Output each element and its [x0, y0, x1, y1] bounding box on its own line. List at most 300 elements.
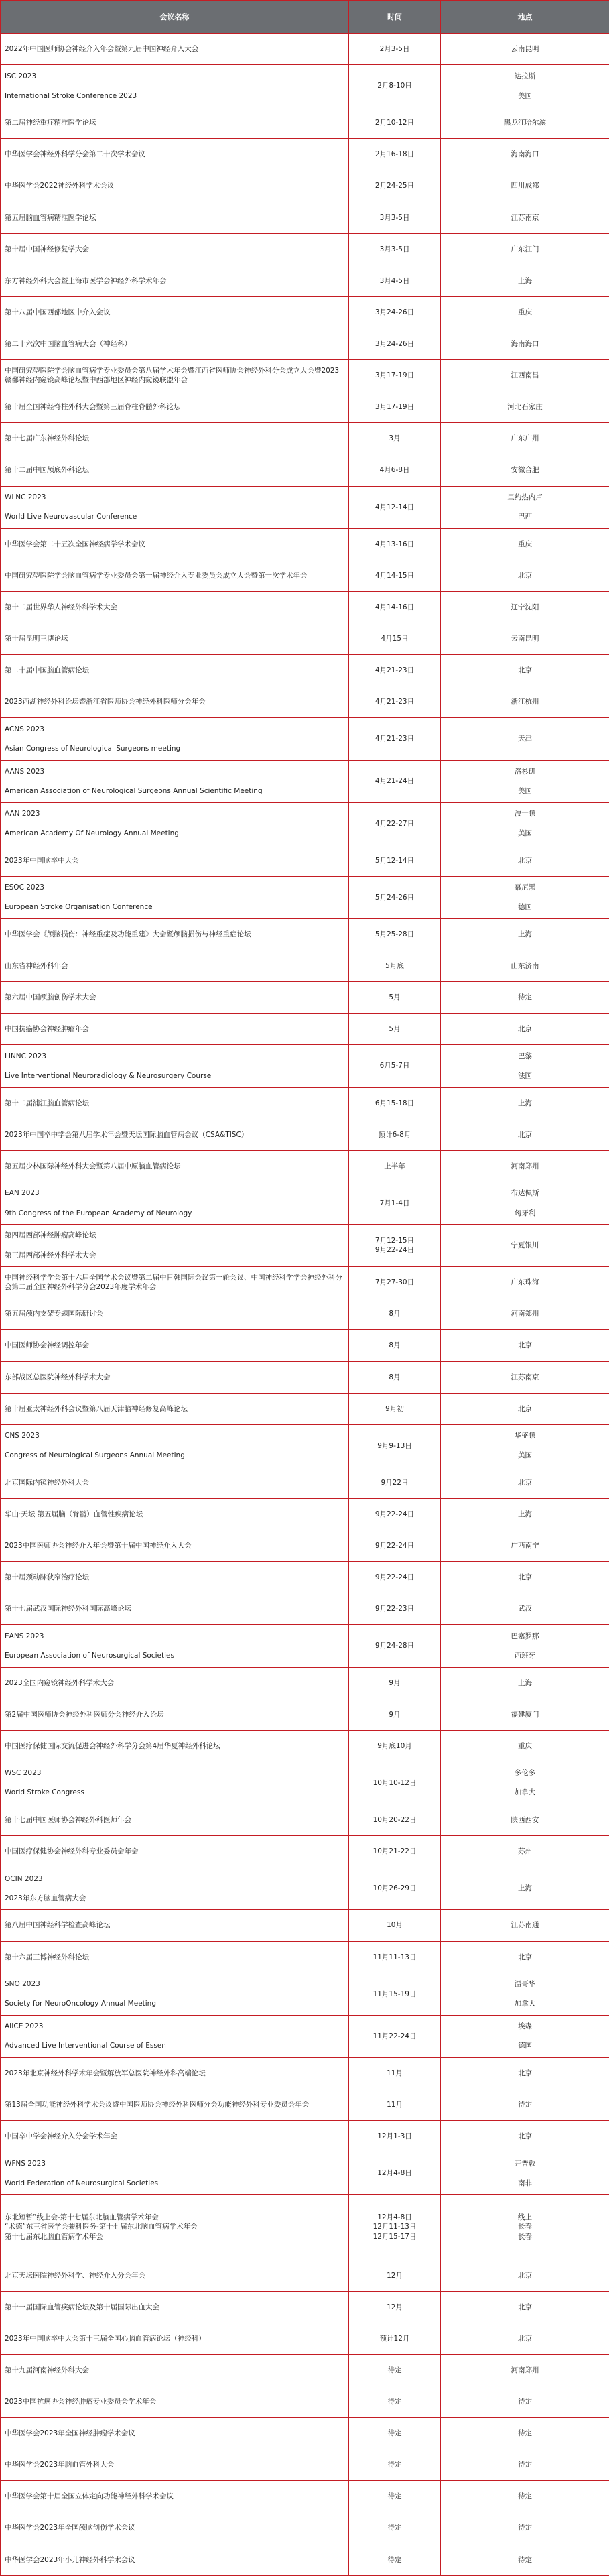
table-row	[1, 2323, 609, 2354]
conference-name-cell	[1, 2089, 349, 2121]
conference-location-text: 山东济南	[511, 962, 539, 971]
conference-name-cell	[1, 802, 349, 845]
conference-location-text: 美国	[518, 829, 532, 838]
conference-location-text: 重庆	[518, 308, 532, 316]
line-gap	[445, 1199, 605, 1209]
conference-location-text: 北京	[518, 1478, 532, 1487]
conference-name-cell	[1, 1267, 349, 1298]
conference-location-cell	[441, 2195, 609, 2260]
conference-time-text: 待定	[387, 2524, 402, 2532]
conference-location-text: 美国	[518, 1451, 532, 1460]
table-row	[1, 919, 609, 950]
conference-name-cell	[1, 1467, 349, 1498]
conference-name-text: 东部战区总医院神经外科学术大会	[5, 1373, 111, 1382]
conference-name-cell	[1, 486, 349, 528]
line-gap	[445, 502, 605, 512]
table-row	[1, 1467, 609, 1498]
conference-time-cell	[349, 876, 441, 918]
conference-location-text: 波士顿	[514, 810, 536, 818]
line-gap	[445, 1778, 605, 1788]
conference-location-text: 匈牙利	[514, 1209, 536, 1217]
line-gap	[5, 1884, 344, 1894]
conference-name-cell	[1, 1699, 349, 1730]
conference-time-cell	[349, 1225, 441, 1267]
conference-location-cell	[441, 1298, 609, 1330]
conference-location-text: 巴西	[518, 513, 532, 522]
conference-time-text: 预计6-8月	[378, 1130, 411, 1139]
conference-time-text: 12月15-17日	[373, 2232, 417, 2241]
conference-name-text: 第六届中国颅脑创伤学术大会	[5, 993, 96, 1002]
conference-location-cell	[441, 391, 609, 423]
conference-name-text: SNO 2023	[5, 1980, 40, 1989]
conference-time-text: 5月12-14日	[375, 856, 415, 865]
conference-location-text: 广东江门	[511, 245, 539, 253]
conference-location-text: 辽宁沈阳	[511, 603, 539, 611]
conference-time-cell	[349, 1625, 441, 1667]
conference-time-cell	[349, 233, 441, 265]
table-row	[1, 170, 609, 202]
table-row	[1, 1330, 609, 1361]
conference-time-cell	[349, 1804, 441, 1836]
conference-name-cell	[1, 2386, 349, 2418]
conference-name-text: Advanced Live Interventional Course of Essen	[5, 2042, 166, 2050]
conference-time-cell	[349, 1467, 441, 1498]
conference-name-cell	[1, 1014, 349, 1045]
conference-time-text: 8月	[389, 1310, 401, 1318]
table-row	[1, 107, 609, 139]
conference-time-cell	[349, 328, 441, 360]
conference-location-text: 上海	[518, 1510, 532, 1518]
conference-location-cell	[441, 1804, 609, 1836]
conference-name-text: OCIN 2023	[5, 1874, 43, 1883]
table-row	[1, 718, 609, 760]
table-row	[1, 1562, 609, 1593]
conference-name-cell	[1, 1393, 349, 1424]
conference-name-text: AIICE 2023	[5, 2022, 44, 2031]
conference-name-text: 第二十六次中国脑血管病大会（神经科）	[5, 339, 131, 348]
table-row	[1, 2057, 609, 2089]
conference-time-text: 7月27-30日	[375, 1278, 415, 1287]
conference-location-cell	[441, 2481, 609, 2512]
conference-name-cell	[1, 1762, 349, 1804]
conference-time-text: 9月22-24日	[375, 1542, 415, 1550]
conference-time-cell	[349, 528, 441, 560]
line-gap	[5, 892, 344, 902]
conference-time-text: 7月12-15日	[375, 1236, 415, 1245]
conference-name-text: European Association of Neurosurgical Societies	[5, 1652, 174, 1660]
conference-location-text: 武汉	[518, 1605, 532, 1613]
conference-location-text: 巴黎	[518, 1052, 532, 1060]
conference-location-text: 华盛顿	[514, 1432, 536, 1440]
conference-name-text: ESOC 2023	[5, 883, 44, 892]
conference-time-cell	[349, 2512, 441, 2544]
conference-name-text: World Stroke Congress	[5, 1788, 84, 1797]
conference-location-cell	[441, 919, 609, 950]
line-gap	[445, 818, 605, 829]
conference-location-cell	[441, 1424, 609, 1467]
conference-location-cell	[441, 423, 609, 454]
conference-name-cell	[1, 1530, 349, 1562]
conference-name-text: 第十一届国际血管疾病论坛及第十届国际出血大会	[5, 2303, 159, 2311]
conference-location-cell	[441, 1045, 609, 1087]
conference-name-cell	[1, 1973, 349, 2015]
conference-name-cell	[1, 1045, 349, 1087]
conference-name-text: 2023西湖神经外科论坛暨浙江省医师协会神经外科医师分会年会	[5, 698, 206, 707]
table-row	[1, 454, 609, 486]
conference-location-text: 重庆	[518, 1741, 532, 1750]
table-row	[1, 233, 609, 265]
conference-name-cell	[1, 2057, 349, 2089]
conference-location-text: 江苏南通	[511, 1921, 539, 1930]
conference-name-text: 中国研究型医院学会脑血管病学专业委员会第八届学术年会暨江西省医师协会神经外科分会成立大会暨2023赣鄱神经内窥镜高峰论坛暨中西部地区神经内窥镜联盟年会	[5, 367, 340, 385]
conference-time-cell	[349, 1562, 441, 1593]
conference-location-cell	[441, 1730, 609, 1762]
conference-name-text: 第十二届世界华人神经外科学术大会	[5, 603, 117, 611]
conference-name-cell	[1, 2152, 349, 2195]
conference-time-text: 12月11-13日	[373, 2223, 417, 2231]
table-row	[1, 2481, 609, 2512]
conference-name-text: 9th Congress of the European Academy of Neurology	[5, 1209, 192, 1217]
conference-name-cell	[1, 1562, 349, 1593]
conference-name-cell	[1, 2544, 349, 2575]
table-row	[1, 1941, 609, 1973]
table-row	[1, 982, 609, 1014]
conference-location-text: 慕尼黑	[514, 883, 536, 892]
conference-time-text: 9月底10月	[377, 1741, 412, 1750]
conference-time-text: 4月21-23日	[375, 698, 415, 707]
conference-time-text: 2月3-5日	[379, 44, 410, 53]
conference-time-text: 9月22日	[381, 1478, 409, 1487]
conference-time-cell	[349, 1699, 441, 1730]
conference-name-text: American Academy Of Neurology Annual Meeting	[5, 829, 179, 838]
conference-time-cell	[349, 1593, 441, 1625]
conference-time-text: 9月初	[385, 1404, 404, 1413]
header-row	[1, 1, 609, 34]
conference-time-cell	[349, 2121, 441, 2152]
conference-location-cell	[441, 2449, 609, 2481]
conference-location-text: 加拿大	[514, 1788, 536, 1797]
conference-name-cell	[1, 655, 349, 686]
table-row	[1, 2089, 609, 2121]
table-row	[1, 2354, 609, 2386]
conference-time-text: 9月	[389, 1710, 401, 1719]
conference-time-cell	[349, 760, 441, 802]
conference-time-text: 4月22-27日	[375, 819, 415, 828]
table-row	[1, 1593, 609, 1625]
table-row	[1, 655, 609, 686]
conference-time-cell	[349, 202, 441, 233]
conference-time-text: 12月4-8日	[377, 2213, 412, 2222]
conference-location-cell	[441, 1119, 609, 1150]
line-gap	[445, 1440, 605, 1451]
conference-time-cell	[349, 139, 441, 170]
table-row	[1, 1045, 609, 1087]
conference-time-cell	[349, 1014, 441, 1045]
conference-location-text: 河南郑州	[511, 2366, 539, 2374]
conference-name-cell	[1, 1804, 349, 1836]
conference-name-cell	[1, 1298, 349, 1330]
conference-time-cell	[349, 802, 441, 845]
line-gap	[5, 2031, 344, 2041]
conference-time-text: 9月22-24日	[375, 1246, 415, 1255]
table-row	[1, 328, 609, 360]
conference-name-text: American Association of Neurological Surgeons Annual Scientific Meeting	[5, 787, 263, 796]
conference-location-text: 待定	[518, 2101, 532, 2109]
conference-time-cell	[349, 265, 441, 296]
conference-location-text: 河北石家庄	[507, 403, 543, 412]
conference-time-text: 9月22-23日	[375, 1605, 415, 1613]
conference-location-cell	[441, 760, 609, 802]
conference-name-text: 第十九届河南神经外科大会	[5, 2366, 89, 2374]
table-row	[1, 139, 609, 170]
conference-time-cell	[349, 2057, 441, 2089]
conference-time-cell	[349, 2015, 441, 2057]
conference-location-text: 天津	[518, 735, 532, 743]
conference-time-text: 3月4-5日	[379, 276, 410, 285]
conference-location-text: 北京	[518, 2132, 532, 2141]
conference-time-text: 9月22-24日	[375, 1573, 415, 1582]
conference-name-text: EAN 2023	[5, 1189, 40, 1198]
conference-time-text: 上半年	[384, 1162, 405, 1170]
conference-location-cell	[441, 2544, 609, 2575]
conference-time-text: 4月13-16日	[375, 540, 415, 548]
conference-location-text: 上海	[518, 1678, 532, 1687]
conference-name-text: Live Interventional Neuroradiology & Neurosurgery Course	[5, 1072, 212, 1081]
conference-location-cell	[441, 1467, 609, 1498]
conference-name-cell	[1, 1361, 349, 1393]
line-gap	[5, 1989, 344, 1999]
conference-time-text: 11月	[387, 2069, 403, 2077]
table-row	[1, 1267, 609, 1298]
conference-time-text: 3月17-19日	[375, 371, 415, 380]
table-row	[1, 1150, 609, 1182]
conference-location-text: 江西南昌	[511, 371, 539, 380]
table-row	[1, 2260, 609, 2291]
conference-location-cell	[441, 1973, 609, 2015]
conference-name-text: 第十六届三博神经外科论坛	[5, 1953, 89, 1961]
conference-time-text: 3月17-19日	[375, 403, 415, 412]
table-row	[1, 2449, 609, 2481]
conference-name-cell	[1, 1330, 349, 1361]
table-row	[1, 845, 609, 876]
conference-name-cell	[1, 2481, 349, 2512]
conference-location-cell	[441, 528, 609, 560]
conference-time-cell	[349, 2089, 441, 2121]
conference-time-text: 5月25-28日	[375, 930, 415, 938]
conference-location-text: 河南郑州	[511, 1310, 539, 1318]
conference-time-text: 3月3-5日	[379, 213, 410, 222]
conference-time-text: 4月21-24日	[375, 777, 415, 786]
conference-location-text: 上海	[518, 1884, 532, 1893]
conference-location-text: 洛杉矶	[514, 767, 536, 776]
conference-time-text: 8月	[389, 1373, 401, 1382]
conference-time-cell	[349, 1045, 441, 1087]
conference-time-text: 2月24-25日	[375, 182, 415, 190]
conference-location-text: 加拿大	[514, 2000, 536, 2008]
conference-location-cell	[441, 655, 609, 686]
table-row	[1, 1361, 609, 1393]
conference-location-text: 北京	[518, 1404, 532, 1413]
conference-location-text: 待定	[518, 2492, 532, 2501]
conference-time-cell	[349, 65, 441, 107]
conference-name-cell	[1, 686, 349, 718]
conference-location-cell	[441, 982, 609, 1014]
conference-location-cell	[441, 170, 609, 202]
conference-time-text: 4月14-16日	[375, 603, 415, 611]
conference-name-text: Asian Congress of Neurological Surgeons meeting	[5, 744, 181, 753]
conference-name-text: World Federation of Neurosurgical Societies	[5, 2179, 159, 2187]
conference-name-text: 第十届亚太神经外科会议暨第八届天津脑神经修复高峰论坛	[5, 1404, 188, 1413]
line-gap	[445, 2031, 605, 2041]
table-body	[1, 34, 609, 2576]
conference-time-cell	[349, 1330, 441, 1361]
conference-location-cell	[441, 233, 609, 265]
conference-name-cell	[1, 328, 349, 360]
conference-location-text: 海南海口	[511, 150, 539, 159]
conference-time-cell	[349, 1499, 441, 1530]
conference-location-text: 宁夏银川	[511, 1241, 539, 1250]
table-row	[1, 1667, 609, 1699]
conference-name-text: 第五届颅内支架专题国际研讨会	[5, 1310, 103, 1318]
conference-name-text: 第十七届武汉国际神经外科国际高峰论坛	[5, 1605, 131, 1613]
table-row	[1, 2121, 609, 2152]
table-row	[1, 296, 609, 328]
conference-location-cell	[441, 2291, 609, 2323]
table-row	[1, 65, 609, 107]
conference-time-text: 待定	[387, 2555, 402, 2564]
conference-name-cell	[1, 391, 349, 423]
conference-location-cell	[441, 2418, 609, 2449]
conference-name-text: 第十七届中国医师协会神经外科医师年会	[5, 1816, 131, 1825]
conference-location-text: 开普敦	[514, 2159, 536, 2168]
conference-name-text: 第五届脑血管病精准医学论坛	[5, 213, 96, 222]
conference-time-cell	[349, 1150, 441, 1182]
conference-name-text: 东方神经外科大会暨上海市医学会神经外科学术年会	[5, 276, 167, 285]
conference-name-text: 第二十届中国脑血管病论坛	[5, 666, 89, 675]
conference-name-cell	[1, 1119, 349, 1150]
conference-location-cell	[441, 2121, 609, 2152]
conference-name-text: 中国抗癌协会神经肿瘤年会	[5, 1025, 89, 1034]
table-row	[1, 202, 609, 233]
conference-time-cell	[349, 1730, 441, 1762]
conference-location-cell	[441, 65, 609, 107]
conference-location-text: 北京	[518, 2334, 532, 2343]
conference-name-cell	[1, 265, 349, 296]
conference-time-cell	[349, 486, 441, 528]
conference-location-cell	[441, 1836, 609, 1867]
conference-time-cell	[349, 919, 441, 950]
conference-time-cell	[349, 1530, 441, 1562]
conference-name-cell	[1, 233, 349, 265]
table-row	[1, 802, 609, 845]
conference-time-text: 3月	[389, 434, 401, 443]
conference-location-text: 埃森	[518, 2022, 532, 2031]
table-row	[1, 486, 609, 528]
conference-name-text: 第十七届东北脑血管病学术年会	[5, 2232, 103, 2241]
conference-location-cell	[441, 560, 609, 591]
conference-location-text: 安徽合肥	[511, 466, 539, 475]
conference-time-cell	[349, 1836, 441, 1867]
table-row	[1, 2291, 609, 2323]
table-row	[1, 1225, 609, 1267]
conference-location-text: 南非	[518, 2179, 532, 2187]
conference-location-text: 待定	[518, 2398, 532, 2406]
conference-name-text: AANS 2023	[5, 767, 45, 776]
conference-name-text: Society for NeuroOncology Annual Meeting	[5, 2000, 157, 2008]
conference-location-text: 巴塞罗那	[511, 1632, 539, 1640]
conference-name-cell	[1, 34, 349, 65]
conference-time-cell	[349, 296, 441, 328]
table-row	[1, 1762, 609, 1804]
conference-name-text: 华山·天坛 第五届脑（脊髓）血管性疾病论坛	[5, 1510, 143, 1518]
conference-name-text: World Live Neurovascular Conference	[5, 513, 137, 522]
conference-location-cell	[441, 623, 609, 655]
table-row	[1, 2386, 609, 2418]
conference-location-text: 北京	[518, 856, 532, 865]
conference-location-cell	[441, 202, 609, 233]
table-row	[1, 1087, 609, 1119]
conference-location-text: 长春	[518, 2223, 532, 2231]
conference-location-cell	[441, 1182, 609, 1224]
conference-time-text: 11月11-13日	[373, 1953, 417, 1961]
conference-name-cell	[1, 950, 349, 982]
table-row	[1, 360, 609, 391]
conference-name-text: 中华医学会第二十五次全国神经病学学术会议	[5, 540, 145, 548]
conference-location-cell	[441, 139, 609, 170]
table-row	[1, 1973, 609, 2015]
conference-name-text: 北京国际内镜神经外科大会	[5, 1478, 89, 1487]
conference-time-text: 9月24-28日	[375, 1642, 415, 1650]
conference-time-text: 待定	[387, 2461, 402, 2469]
conference-time-cell	[349, 2152, 441, 2195]
conference-location-cell	[441, 265, 609, 296]
conference-location-text: 广西南宁	[511, 1542, 539, 1550]
conference-name-cell	[1, 623, 349, 655]
conference-name-cell	[1, 1499, 349, 1530]
table-row	[1, 528, 609, 560]
conference-name-text: 第十七届广东神经外科论坛	[5, 434, 89, 443]
conference-name-text: 中国研究型医院学会脑血管病学专业委员会第一届神经介入专业委员会成立大会暨第一次学术年会	[5, 571, 308, 580]
conference-name-cell	[1, 1087, 349, 1119]
conference-time-cell	[349, 1910, 441, 1941]
table-row	[1, 1499, 609, 1530]
conference-name-text: 中华医学会《颅脑损伤：神经重症及功能重建》大会暨颅脑损伤与神经重症论坛	[5, 930, 251, 938]
conference-location-text: 多伦多	[514, 1769, 536, 1778]
conference-time-cell	[349, 1973, 441, 2015]
conference-time-cell	[349, 1762, 441, 1804]
table-row	[1, 1393, 609, 1424]
line-gap	[5, 1061, 344, 1071]
conference-location-cell	[441, 1361, 609, 1393]
conference-location-cell	[441, 1330, 609, 1361]
conference-time-cell	[349, 1867, 441, 1910]
conference-location-cell	[441, 802, 609, 845]
conference-name-cell	[1, 591, 349, 623]
conference-location-text: 北京	[518, 1025, 532, 1034]
conference-location-text: 待定	[518, 2429, 532, 2438]
conference-location-text: 北京	[518, 571, 532, 580]
conference-location-text: 北京	[518, 1573, 532, 1582]
table-row	[1, 1867, 609, 1910]
table-row	[1, 876, 609, 918]
conference-name-cell	[1, 2121, 349, 2152]
conference-name-cell	[1, 202, 349, 233]
conference-name-cell	[1, 107, 349, 139]
conference-location-text: 上海	[518, 930, 532, 938]
conference-name-text: 中国神经科学学会第十六届全国学术会议暨第二届中日韩国际会议第一轮会议、中国神经科学学会神经外科分会第二届全国神经外科学分会2023年度学术年会	[5, 1274, 342, 1292]
conference-location-cell	[441, 2152, 609, 2195]
conference-location-cell	[441, 1014, 609, 1045]
